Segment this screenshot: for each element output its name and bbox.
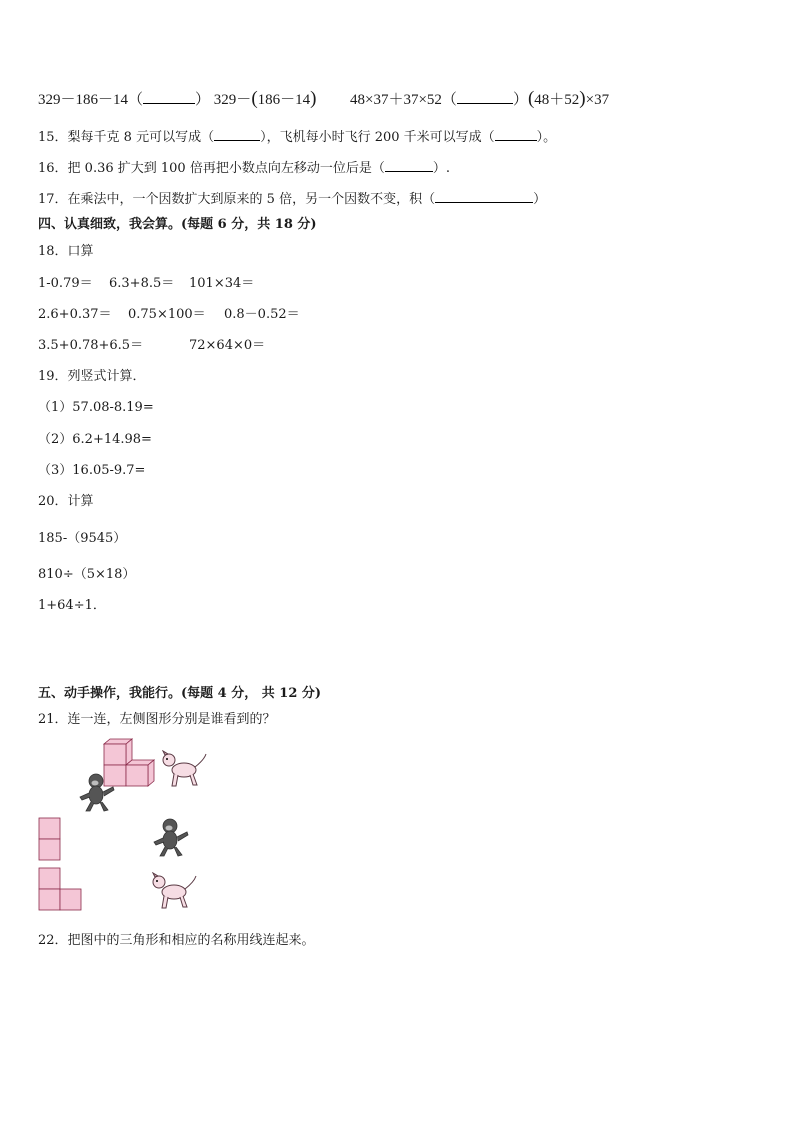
q14-expr1-right-inner: 186－14 xyxy=(257,92,311,108)
q16-text-a: 16．把 0.36 扩大到 100 倍再把小数点向左移动一位后是（ xyxy=(38,161,385,176)
q14-expr2-left: 48×37＋37×52 xyxy=(350,92,442,108)
q19-item-2: （2）6.2+14.98= xyxy=(38,432,152,447)
q15-blank-1[interactable] xyxy=(214,128,260,141)
q18-item-6: 0.8－0.52＝ xyxy=(224,307,300,322)
monkey-icon[interactable] xyxy=(152,818,190,858)
q20-item-2: 810÷（5×18） xyxy=(38,567,136,582)
q15-text-a: 15．梨每千克 8 元可以写成（ xyxy=(38,130,215,145)
q15-blank-2[interactable] xyxy=(495,128,537,141)
q16-text-b: ）. xyxy=(432,161,450,176)
monkey-icon xyxy=(78,773,116,813)
q18-item-8: 72×64×0＝ xyxy=(189,338,266,353)
q14-blank-2[interactable] xyxy=(457,91,513,104)
dog-icon xyxy=(160,750,208,790)
q18-item-4: 2.6+0.37＝ xyxy=(38,307,112,322)
q17-blank[interactable] xyxy=(435,190,533,203)
q15-text-c: ）。 xyxy=(536,130,557,145)
q15 xyxy=(38,126,556,145)
q14-row-2: 48×37＋37×52（ ）(48＋52)×37 xyxy=(350,88,610,109)
q19-item-1: （1）57.08-8.19= xyxy=(38,400,154,415)
section5-title: 五、动手操作，我能行。(每题 4 分， 共 12 分) xyxy=(38,686,322,701)
q22-title: 22．把图中的三角形和相应的名称用线连起来。 xyxy=(38,933,315,948)
q18-item-2: 6.3+8.5＝ xyxy=(109,276,175,291)
q18-item-5: 0.75×100＝ xyxy=(128,307,206,322)
q21-title: 21．连一连，左侧图形分别是谁看到的？ xyxy=(38,712,276,727)
side-view-shape[interactable] xyxy=(38,867,84,911)
q14-row: 329－186－14（ ） 329－(186－14) xyxy=(38,88,317,109)
q15-text-b: ），飞机每小时飞行 200 千米可以写成（ xyxy=(260,130,495,145)
q16-blank[interactable] xyxy=(385,159,433,172)
q18-item-7: 3.5+0.78+6.5＝ xyxy=(38,338,144,353)
q16 xyxy=(38,157,450,176)
q14-expr2-right-post: ×37 xyxy=(585,92,610,108)
q17-text-a: 17．在乘法中，一个因数扩大到原来的 5 倍，另一个因数不变，积（ xyxy=(38,192,436,207)
q20-title: 20．计算 xyxy=(38,494,94,509)
q17 xyxy=(38,188,546,207)
q14-expr2-right-inner: 48＋52 xyxy=(534,92,580,108)
q19-title: 19．列竖式计算． xyxy=(38,369,146,384)
section4-title: 四、认真细致，我会算。(每题 6 分，共 18 分) xyxy=(38,217,317,232)
q14-blank-1[interactable] xyxy=(143,91,195,104)
q18-title: 18．口算 xyxy=(38,244,94,259)
dog-icon[interactable] xyxy=(150,872,198,912)
q20-item-3: 1+64÷1． xyxy=(38,598,106,613)
q20-item-1: 185-（9545） xyxy=(38,531,127,546)
q14-expr1-left: 329－186－14 xyxy=(38,92,129,108)
q17-text-b: ） xyxy=(533,192,547,207)
q14-expr1-right-pre: 329－ xyxy=(213,92,252,108)
front-view-shape[interactable] xyxy=(38,817,62,861)
q19-item-3: （3）16.05-9.7= xyxy=(38,463,146,478)
q18-item-3: 101×34＝ xyxy=(189,276,255,291)
q18-item-1: 1-0.79＝ xyxy=(38,276,93,291)
